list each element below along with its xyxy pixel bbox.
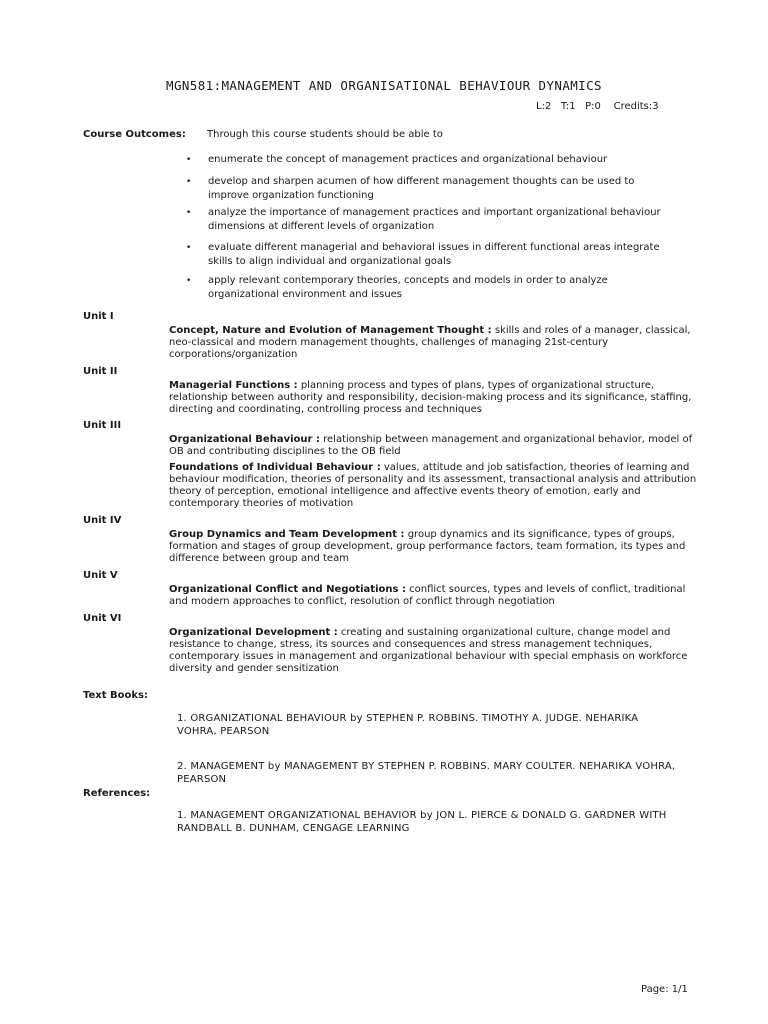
section-text: group dynamics and its significance, types of groups, formation and stages of group development, group performance factors, team formation, its types and difference between group and team xyxy=(169,529,686,564)
section-text: skills and roles of a manager, classical, neo-classical and modern management thoughts, challenges of managing 21st-century corporations/organization xyxy=(169,325,691,360)
unit-label: Unit VI xyxy=(83,613,122,624)
unit-section xyxy=(169,434,704,458)
references-label: References: xyxy=(83,788,151,799)
section-text: values, attitude and job satisfaction, theories of learning and behaviour modification, theories of personality and its assessment, transactional analysis and attribution theory of perception, emotional intelligence and affective events theory of emotion, early and contemporary theories of motivation xyxy=(169,462,697,509)
outcome-text: apply relevant contemporary theories, concepts and models in order to analyze organizational environment and issues xyxy=(208,275,608,300)
text-book-item: 2. MANAGEMENT by MANAGEMENT BY STEPHEN P. ROBBINS. MARY COULTER. NEHARIKA VOHRA, PEARSON xyxy=(177,761,676,785)
text-books-label: Text Books: xyxy=(83,690,148,701)
section-text: conflict sources, types and levels of conflict, traditional and modern approaches to conflict, resolution of conflict through negotiation xyxy=(169,584,686,607)
bullet-icon: • xyxy=(186,177,192,187)
bullet-icon: • xyxy=(186,155,192,165)
outcome-text: evaluate different managerial and behavioral issues in different functional areas integrate skills to align individual and organizational goals xyxy=(208,242,660,267)
bullet-icon: • xyxy=(186,208,192,218)
course-outcomes-intro: Through this course students should be able to xyxy=(207,129,443,140)
section-heading: Organizational Behaviour : xyxy=(169,434,320,445)
unit-section xyxy=(169,380,704,416)
outcome-text: develop and sharpen acumen of how different management thoughts can be used to improve organization functioning xyxy=(208,176,635,201)
reference-item: 1. MANAGEMENT ORGANIZATIONAL BEHAVIOR by JON L. PIERCE & DONALD G. GARDNER WITH RANDBALL B. DUNHAM, CENGAGE LEARNING xyxy=(177,810,667,834)
course-outcomes-label: Course Outcomes: xyxy=(83,129,186,140)
unit-section xyxy=(169,529,704,565)
outcome-text: analyze the importance of management practices and important organizational behaviour dimensions at different levels of organization xyxy=(208,207,661,232)
section-text: planning process and types of plans, types of organizational structure, relationship between authority and responsibility, decision-making process and its significance, staffing, directing and coordinating, controlling process and techniques xyxy=(169,380,692,415)
unit-label: Unit V xyxy=(83,570,118,581)
unit-section xyxy=(169,462,704,510)
section-heading: Group Dynamics and Team Development : xyxy=(169,529,405,540)
text-book-item: 1. ORGANIZATIONAL BEHAVIOUR by STEPHEN P. ROBBINS. TIMOTHY A. JUDGE. NEHARIKA VOHRA, PEARSON xyxy=(177,713,639,737)
section-heading: Organizational Conflict and Negotiations : xyxy=(169,584,406,595)
outcome-text: enumerate the concept of management practices and organizational behaviour xyxy=(208,154,608,165)
section-text: relationship between management and organizational behavior, model of OB and contributing disciplines to the OB field xyxy=(169,434,693,457)
course-title: MGN581:MANAGEMENT AND ORGANISATIONAL BEHAVIOUR DYNAMICS xyxy=(166,78,602,93)
section-heading: Managerial Functions : xyxy=(169,380,298,391)
unit-label: Unit I xyxy=(83,311,114,322)
section-text: creating and sustaining organizational culture, change model and resistance to change, stress, its sources and consequences and stress management techniques, contemporary issues in management and organizational behaviour with special emphasis on workforce diversity and gender sensitization xyxy=(169,627,688,674)
unit-section xyxy=(169,627,704,675)
unit-label: Unit III xyxy=(83,420,122,431)
unit-label: Unit IV xyxy=(83,515,122,526)
section-heading: Concept, Nature and Evolution of Management Thought : xyxy=(169,325,492,336)
section-heading: Foundations of Individual Behaviour : xyxy=(169,462,381,473)
unit-section xyxy=(169,584,704,608)
unit-label: Unit II xyxy=(83,366,118,377)
unit-section xyxy=(169,325,704,361)
page-number: Page: 1/1 xyxy=(641,984,688,995)
section-heading: Organizational Development : xyxy=(169,627,338,638)
bullet-icon: • xyxy=(186,243,192,253)
bullet-icon: • xyxy=(186,276,192,286)
credits-line: L:2 T:1 P:0 Credits:3 xyxy=(536,101,659,112)
